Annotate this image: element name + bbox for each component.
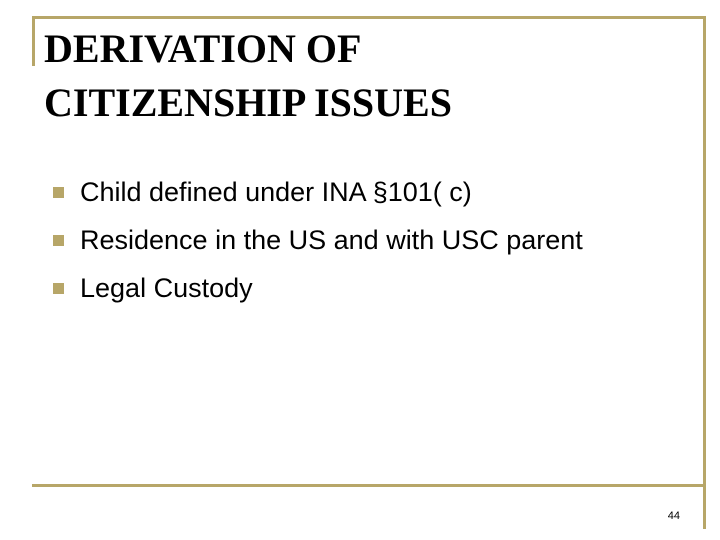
top-border-line: [32, 16, 706, 19]
square-bullet-icon: [53, 283, 64, 294]
slide-title: [44, 22, 684, 130]
bullet-item: [50, 168, 690, 216]
bullet-text: Child defined under INA §101( c): [80, 176, 472, 207]
slide-title-line-1: DERIVATION OF: [44, 26, 362, 71]
slide-title-line-2: CITIZENSHIP ISSUES: [44, 80, 452, 125]
square-bullet-icon: [53, 235, 64, 246]
bottom-border-line: [32, 484, 706, 487]
left-border-line: [32, 16, 35, 66]
square-bullet-icon: [53, 187, 64, 198]
bullet-text: Legal Custody: [80, 272, 253, 303]
slide-number: 44: [667, 510, 680, 522]
bullet-text: Residence in the US and with USC parent: [80, 224, 583, 255]
bullet-item: [50, 264, 690, 312]
right-border-line: [703, 16, 706, 529]
bullet-item: [50, 216, 690, 264]
bullet-list: [50, 168, 690, 312]
